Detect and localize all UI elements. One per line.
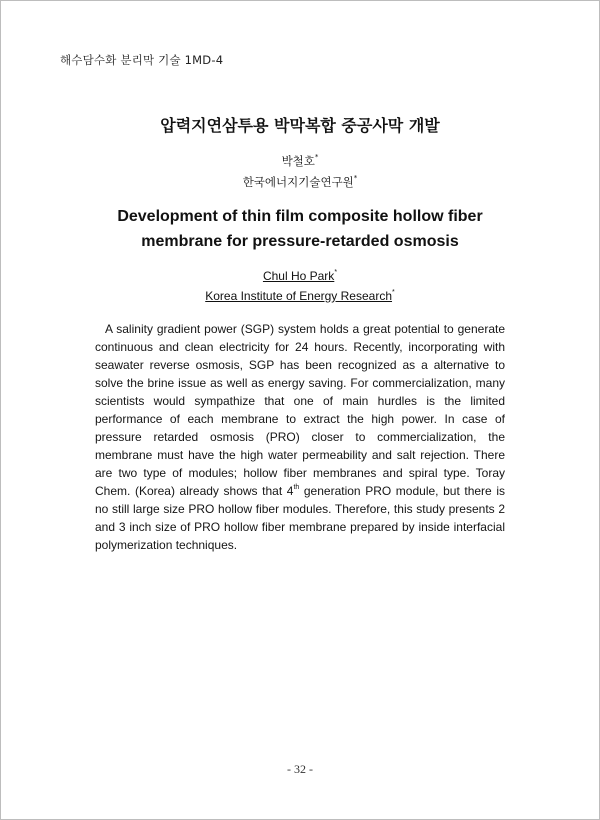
english-affiliation-name: Korea Institute of Energy Research xyxy=(205,289,393,303)
english-title-line1: Development of thin film composite hollow fiber xyxy=(117,208,483,225)
abstract-text-part1: A salinity gradient power (SGP) system holds a great potential to generate continuous and clean electricity for 24 hours. Recently, incorporating with seawater reverse osmosis, SGP has been recognized as a alternative to solve the brine issue as well as energy saving. For commercialization, many scientists would sympathize that one of main hurdles is the limited performance of each membrane to extract the high power. In case of pressure retarded osmosis (PRO) closer to commercialization, the membrane must have the high water permeability and salt rejection. There are two type of modules; hollow fiber membranes and spiral type. Toray Chem. (Korea) already shows that 4 xyxy=(95,322,505,498)
korean-author xyxy=(0,151,600,172)
korean-author-mark: * xyxy=(314,153,319,162)
running-header: 해수담수화 분리막 기술 1MD-4 xyxy=(60,53,224,67)
korean-affiliation-mark: * xyxy=(353,174,358,183)
page-number: - 32 - xyxy=(287,762,313,776)
korean-affiliation xyxy=(0,172,600,193)
english-title-line2: membrane for pressure-retarded osmosis xyxy=(141,233,459,250)
korean-title: 압력지연삼투용 박막복합 중공사막 개발 xyxy=(160,116,440,135)
english-title xyxy=(0,204,600,254)
english-author-mark: * xyxy=(334,269,338,276)
english-affiliation xyxy=(0,286,600,306)
english-author-name: Chul Ho Park xyxy=(262,269,335,283)
english-author xyxy=(0,266,600,286)
abstract xyxy=(95,320,505,554)
korean-affiliation-name: 한국에너지기술연구원 xyxy=(242,175,354,189)
abstract-paragraph xyxy=(95,320,505,554)
abstract-superscript: th xyxy=(293,484,300,491)
english-affiliation-mark: * xyxy=(392,289,395,296)
abstract-text-part2: generation PRO module, but there is no still large size PRO hollow fiber modules. Therefore, this study presents 2 and 3 inch size of PRO hollow fiber membrane prepared by inside interfacial polymerization techniques. xyxy=(95,484,505,552)
korean-author-name: 박철호 xyxy=(281,154,315,168)
korean-author-block xyxy=(0,151,600,193)
english-author-block xyxy=(0,266,600,306)
